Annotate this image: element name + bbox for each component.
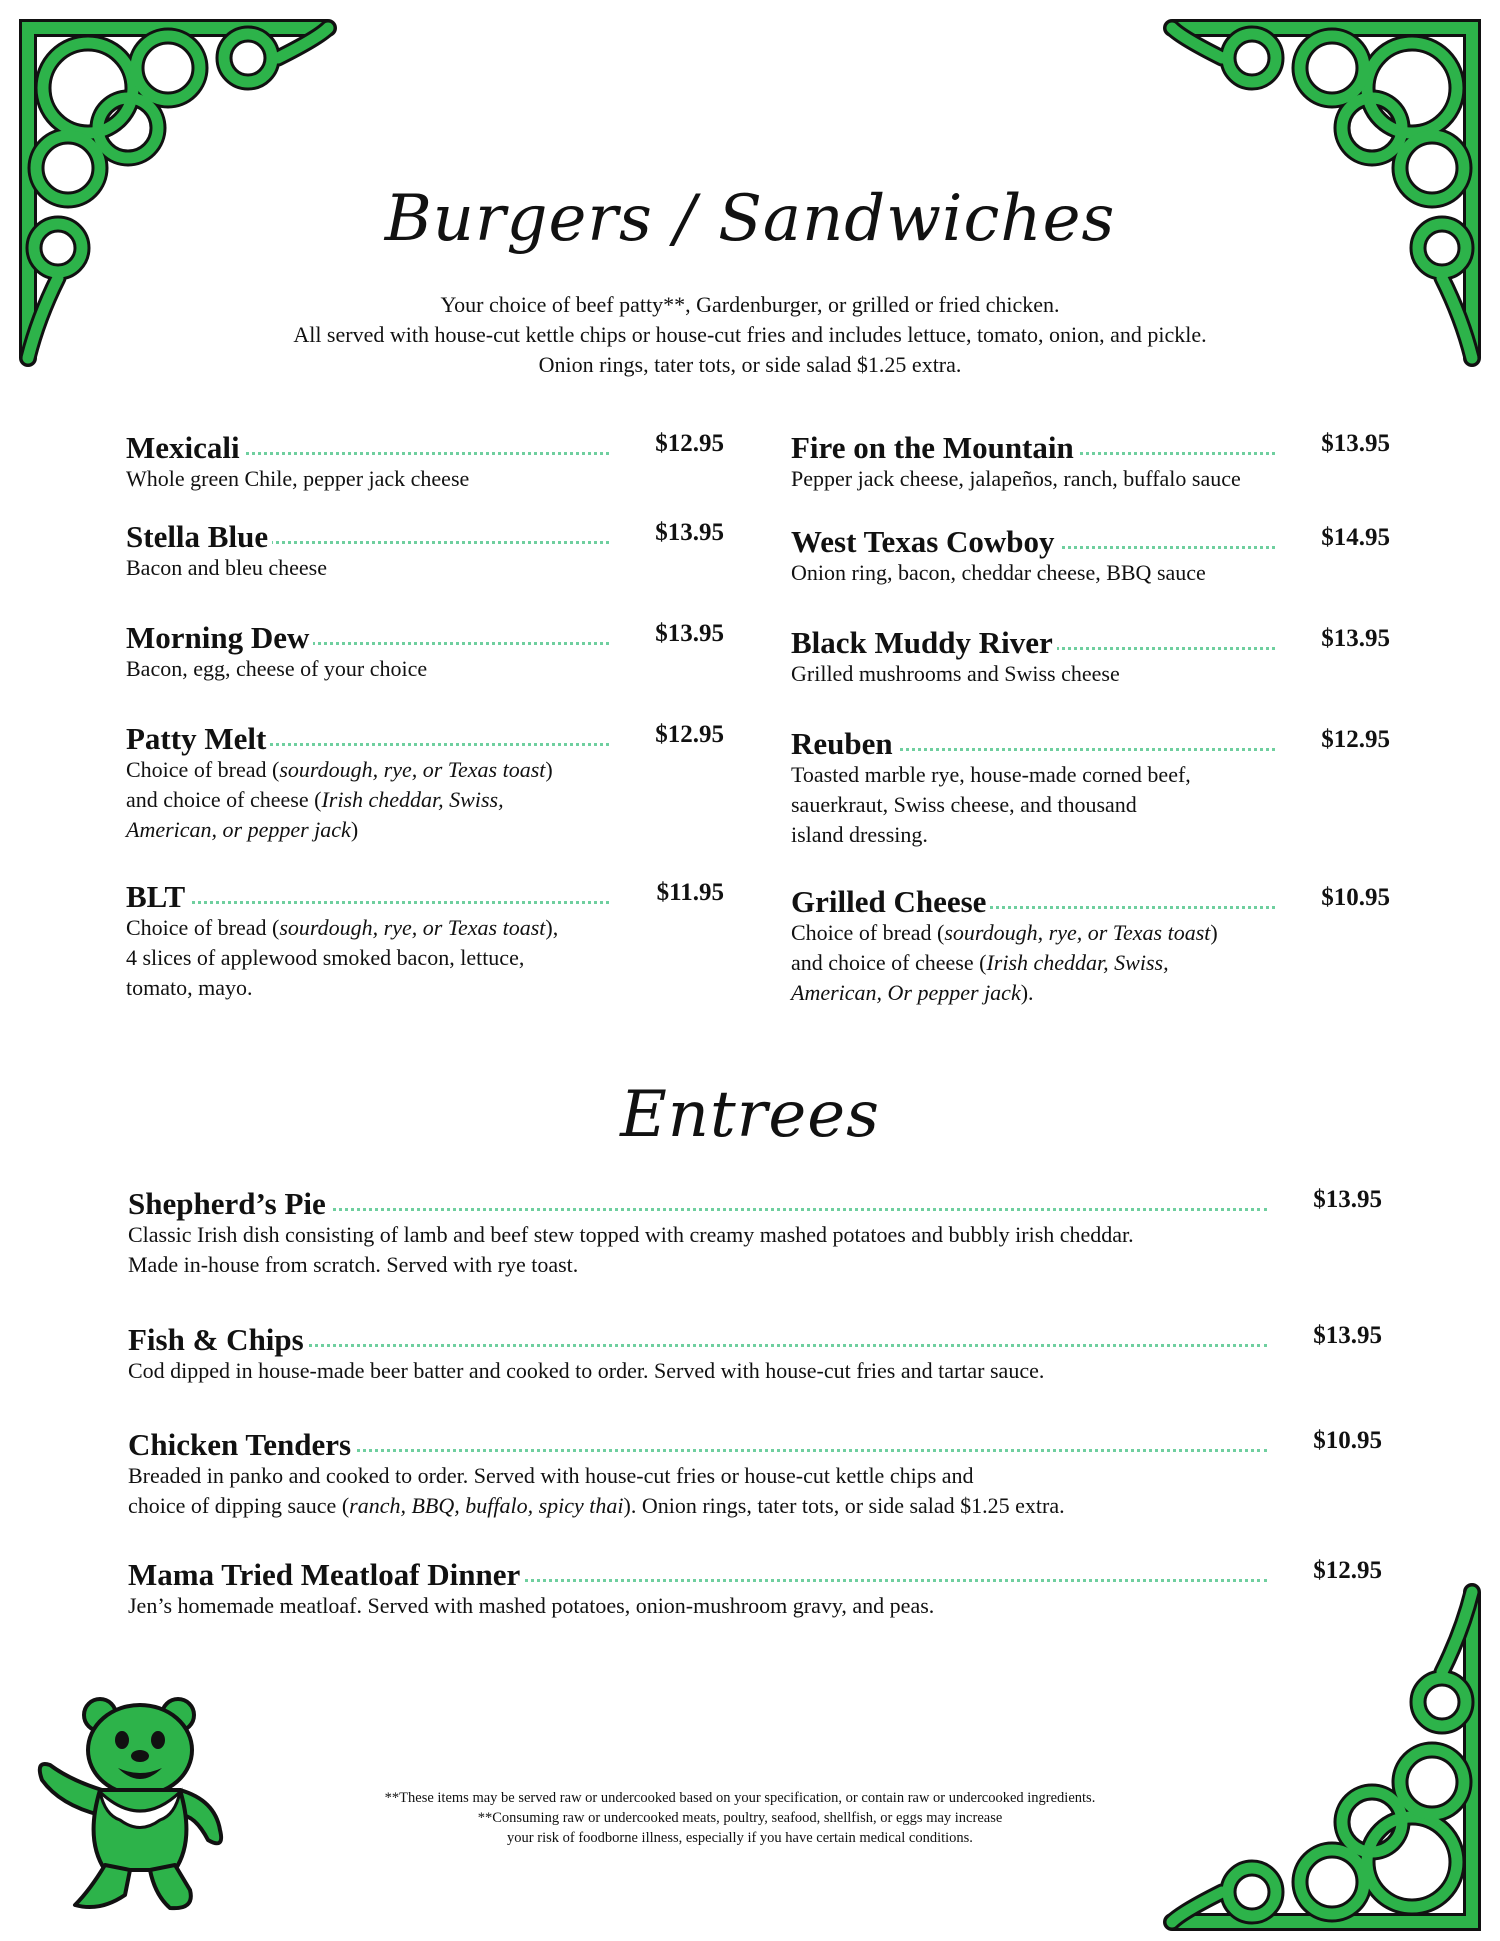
item-price: $12.95 <box>655 430 724 457</box>
item-price: $10.95 <box>1321 884 1390 911</box>
allergy-footnote <box>290 1788 1190 1848</box>
entrees-section-title: Entrees <box>620 1078 880 1152</box>
item-description: Classic Irish dish consisting of lamb and beef stew topped with creamy mashed potatoes and bubbly irish cheddar. Made in-house from scratch. Served with rye toast. <box>128 1222 1134 1277</box>
item-description: Pepper jack cheese, jalapeños, ranch, buffalo sauce <box>791 466 1241 491</box>
dancing-bear-icon <box>30 1690 240 1915</box>
menu-item-mexicali <box>126 430 724 494</box>
item-price: $12.95 <box>1313 1557 1382 1584</box>
item-description: Choice of bread (sourdough, rye, or Texas toast), 4 slices of applewood smoked bacon, lettuce, tomato, mayo. <box>126 915 559 1000</box>
item-name: West Texas Cowboy <box>791 524 1059 560</box>
item-name: Mama Tried Meatloaf Dinner <box>128 1557 524 1593</box>
item-name: Morning Dew <box>126 620 313 656</box>
item-price: $13.95 <box>655 620 724 647</box>
item-name: Fish & Chips <box>128 1322 308 1358</box>
item-price: $13.95 <box>1313 1322 1382 1349</box>
item-name: Shepherd’s Pie <box>128 1186 330 1222</box>
item-description: Choice of bread (sourdough, rye, or Texas toast) and choice of cheese (Irish cheddar, Swiss, American, or pepper jack) <box>126 757 553 842</box>
item-description: Onion ring, bacon, cheddar cheese, BBQ sauce <box>791 560 1206 585</box>
item-price: $11.95 <box>656 879 724 906</box>
item-name: BLT <box>126 879 189 915</box>
item-name: Fire on the Mountain <box>791 430 1078 466</box>
menu-item-west-texas-cowboy <box>791 524 1390 588</box>
item-description: Toasted marble rye, house-made corned beef, sauerkraut, Swiss cheese, and thousand island dressing. <box>791 762 1191 847</box>
intro-line: Onion rings, tater tots, or side salad $1.25 extra. <box>538 352 962 377</box>
footnote-line: your risk of foodborne illness, especially if you have certain medical conditions. <box>507 1830 973 1846</box>
item-price: $13.95 <box>1321 625 1390 652</box>
footnote-line: **These items may be served raw or undercooked based on your specification, or contain raw or undercooked ingredients. <box>384 1790 1096 1806</box>
celtic-knot-corner-bottom-right-icon <box>1162 1582 1482 1932</box>
item-description: Whole green Chile, pepper jack cheese <box>126 466 470 491</box>
item-price: $10.95 <box>1313 1427 1382 1454</box>
item-name: Grilled Cheese <box>791 884 990 920</box>
item-name: Mexicali <box>126 430 244 466</box>
burgers-section-title: Burgers / Sandwiches <box>384 182 1116 256</box>
burgers-intro <box>150 290 1350 380</box>
item-description: Grilled mushrooms and Swiss cheese <box>791 661 1120 686</box>
item-description: Jen’s homemade meatloaf. Served with mashed potatoes, onion-mushroom gravy, and peas. <box>128 1593 935 1618</box>
item-description: Bacon, egg, cheese of your choice <box>126 656 428 681</box>
menu-item-morning-dew <box>126 620 724 684</box>
item-description: Bacon and bleu cheese <box>126 555 327 580</box>
menu-item-stella-blue <box>126 519 724 583</box>
item-description: Breaded in panko and cooked to order. Served with house-cut fries or house-cut kettle chips and choice of dipping sauce (ranch, BBQ, buffalo, spicy thai). Onion rings, tater tots, or side salad $1.25 extra. <box>128 1463 1065 1518</box>
item-price: $12.95 <box>1321 726 1390 753</box>
item-name: Reuben <box>791 726 897 762</box>
item-name: Stella Blue <box>126 519 272 555</box>
intro-line: Your choice of beef patty**, Gardenburger, or grilled or fried chicken. <box>440 292 1060 317</box>
item-price: $13.95 <box>655 519 724 546</box>
footnote-line: **Consuming raw or undercooked meats, poultry, seafood, shellfish, or eggs may increase <box>477 1810 1003 1826</box>
item-price: $13.95 <box>1313 1186 1382 1213</box>
menu-item-fire-on-the-mountain <box>791 430 1390 494</box>
item-name: Black Muddy River <box>791 625 1057 661</box>
item-price: $13.95 <box>1321 430 1390 457</box>
menu-item-meatloaf-dinner <box>128 1557 1382 1621</box>
menu-item-grilled-cheese <box>791 884 1390 1008</box>
menu-item-reuben <box>791 726 1390 850</box>
item-name: Patty Melt <box>126 721 270 757</box>
item-name: Chicken Tenders <box>128 1427 355 1463</box>
menu-item-chicken-tenders <box>128 1427 1382 1521</box>
menu-item-fish-and-chips <box>128 1322 1382 1386</box>
item-price: $14.95 <box>1321 524 1390 551</box>
menu-item-blt <box>126 879 724 1003</box>
intro-line: All served with house-cut kettle chips or house-cut fries and includes lettuce, tomato, onion, and pickle. <box>293 322 1207 347</box>
menu-item-black-muddy-river <box>791 625 1390 689</box>
menu-item-shepherds-pie <box>128 1186 1382 1280</box>
item-description: Cod dipped in house-made beer batter and cooked to order. Served with house-cut fries and tartar sauce. <box>128 1358 1045 1383</box>
item-price: $12.95 <box>655 721 724 748</box>
item-description: Choice of bread (sourdough, rye, or Texas toast) and choice of cheese (Irish cheddar, Swiss, American, Or pepper jack). <box>791 920 1218 1005</box>
menu-item-patty-melt <box>126 721 724 845</box>
